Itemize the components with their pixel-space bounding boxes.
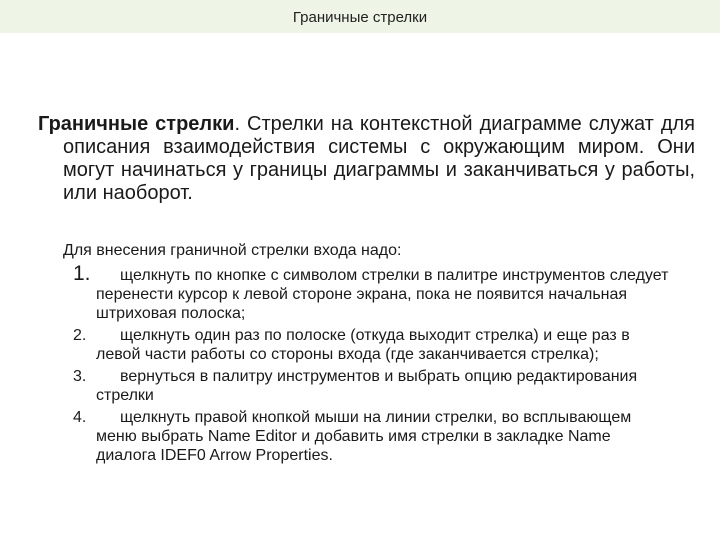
step-text: щелкнуть один раз по полоске (откуда выходит стрелка) и еще раз в левой части работы со стороны входа (где заканчивается стрелка); [96,327,630,363]
step-text: щелкнуть по кнопке с символом стрелки в палитре инструментов следует перенести курсор к левой стороне экрана, пока не появится начальная штриховая полоска; [96,267,669,322]
definition-text: . Стрелки на контекстной диаграмме служат для описания взаимодействия системы с окружающим миром. Они могут начинаться у границы диаграммы и заканчиваться у работы, или наоборот. [63,113,695,204]
step-number: 2. [73,327,87,344]
step-number: 1. [73,262,91,285]
step-item [73,326,673,364]
step-item [73,262,673,323]
step-item [73,408,673,465]
step-number: 3. [73,368,87,385]
step-item [73,367,673,405]
instructions-intro: Для внесения граничной стрелки входа надо: [63,242,402,259]
step-number: 4. [73,409,87,426]
step-text: вернуться в палитру инструментов и выбрать опцию редактирования стрелки [96,368,638,404]
step-text: щелкнуть правой кнопкой мыши на линии стрелки, во всплывающем меню выбрать Name Editor и добавить имя стрелки в закладке Name диалога IDEF0 Arrow Properties. [96,409,632,464]
definition-paragraph [38,113,695,205]
definition-term: Граничные стрелки [38,113,235,135]
slide-title: Граничные стрелки [292,9,428,26]
steps-list [73,262,673,468]
